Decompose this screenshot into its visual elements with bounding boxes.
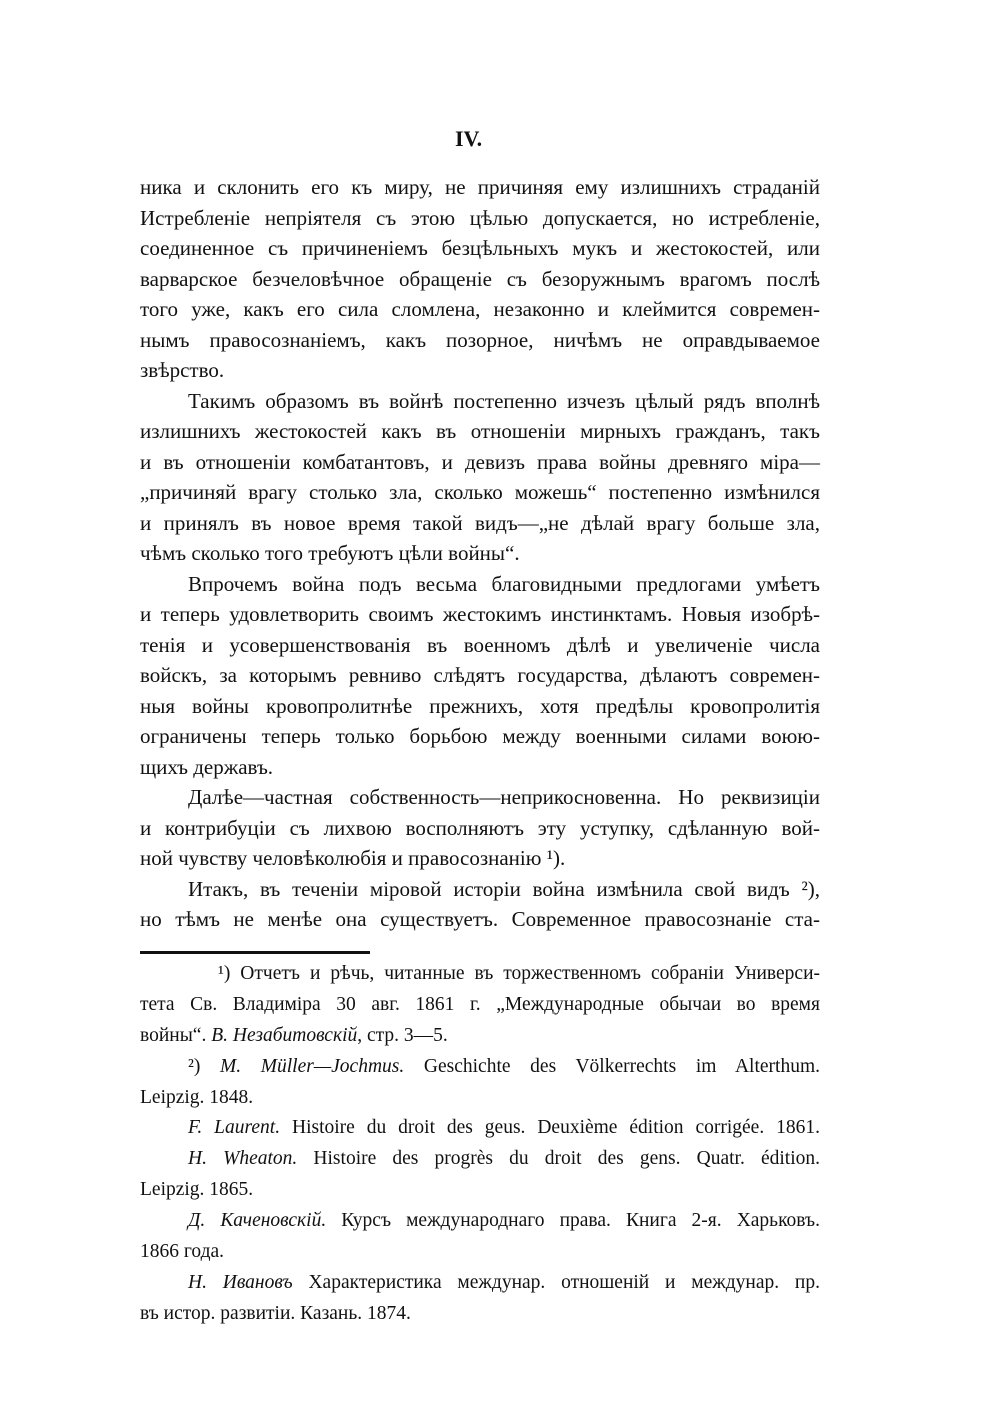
footnote bbox=[140, 1206, 820, 1268]
footnote bbox=[140, 1268, 820, 1330]
footnote-text: Курсъ международнаго права. Книга 2-я. Харьковъ. bbox=[326, 1210, 820, 1232]
footnote bbox=[140, 1052, 820, 1114]
footnote-line bbox=[140, 1083, 820, 1114]
footnote-line bbox=[140, 1052, 820, 1083]
footnote-text: войны“. bbox=[140, 1024, 212, 1046]
text-line: ныя войны кровопролитнѣе прежнихъ, хотя предѣлы кровопролитія bbox=[140, 693, 820, 718]
footnote-text: 1866 года. bbox=[140, 1241, 225, 1263]
footnote-line bbox=[140, 1144, 820, 1175]
footnote-text: Leipzig. 1865. bbox=[140, 1179, 254, 1201]
footnote-line bbox=[140, 1175, 820, 1206]
author-name: В. Незабитовскій bbox=[211, 1024, 358, 1046]
text-line: нымъ правосознаніемъ, какъ позорное, ничѣмъ не оправдываемое bbox=[140, 327, 820, 352]
paragraph bbox=[140, 569, 820, 783]
footnote-line bbox=[140, 959, 820, 990]
paragraph bbox=[140, 782, 820, 874]
footnotes bbox=[140, 959, 820, 1330]
text-line: ника и склонить его къ миру, не причиняя ему излишнихъ страданій bbox=[140, 175, 820, 199]
footnote-line bbox=[140, 1268, 820, 1299]
text-line: чѣмъ сколько того требуютъ цѣли войны“. bbox=[140, 541, 520, 565]
footnote-line bbox=[140, 1206, 820, 1237]
text-line: того уже, какъ его сила сломлена, незаконно и клеймится современ- bbox=[140, 297, 820, 321]
footnote-text: ¹) Отчетъ и рѣчь, читанные въ торжественномъ собраніи Универси- bbox=[218, 963, 820, 984]
text-line: Далѣе—частная собственность—неприкосновенна. Но реквизиціи bbox=[188, 785, 820, 809]
footnote-text: тета Св. Владиміра 30 авг. 1861 г. „Международные обычаи во время bbox=[140, 993, 820, 1015]
footnote-line bbox=[140, 990, 820, 1021]
footnote-text: ²) bbox=[188, 1055, 220, 1077]
text-line: Итакъ, въ теченіи міровой исторіи война измѣнила свой видъ ²), bbox=[188, 876, 820, 901]
author-name: H. Wheaton. bbox=[188, 1148, 298, 1170]
footnote-text: Histoire des progrès du droit des gens. Quatr. édition. bbox=[297, 1148, 820, 1170]
footnote bbox=[140, 1113, 820, 1144]
author-name: Д. Каченовскій. bbox=[188, 1210, 327, 1232]
footnote-text: , стр. 3—5. bbox=[357, 1024, 448, 1046]
text-line: варварское безчеловѣчное обращеніе съ безоружнымъ врагомъ послѣ bbox=[140, 266, 820, 291]
text-line: но тѣмъ не менѣе она существуетъ. Современное правосознаніе ста- bbox=[140, 907, 820, 931]
text-line: войскъ, за которымъ ревниво слѣдятъ государства, дѣлаютъ современ- bbox=[140, 663, 820, 687]
text-line: и въ отношеніи комбатантовъ, и девизъ права войны древняго міра— bbox=[140, 449, 820, 474]
text-line: щихъ державъ. bbox=[140, 754, 274, 779]
text-line: звѣрство. bbox=[140, 358, 225, 382]
footnote-divider bbox=[140, 951, 370, 954]
paragraph bbox=[140, 386, 820, 569]
text-line: ной чувству человѣколюбія и правосознанію ¹). bbox=[140, 846, 566, 870]
text-line: „причиняй врагу столько зла, сколько можешь“ постепенно измѣнился bbox=[140, 480, 820, 504]
paragraph bbox=[140, 874, 820, 935]
text-line: Такимъ образомъ въ войнѣ постепенно изчезъ цѣлый рядъ вполнѣ bbox=[188, 388, 820, 413]
text-line: соединенное съ причиненіемъ безцѣльныхъ мукъ и жестокостей, или bbox=[140, 236, 820, 260]
body-text bbox=[140, 172, 820, 935]
footnote-line bbox=[140, 1299, 820, 1330]
footnote bbox=[140, 1144, 820, 1206]
footnote-text: въ истор. развитіи. Казань. 1874. bbox=[140, 1302, 411, 1324]
text-line: Впрочемъ война подъ весьма благовидными предлогами умѣетъ bbox=[188, 571, 820, 596]
text-line: и контрибуціи съ лихвою восполняютъ эту уступку, сдѣланную вой- bbox=[140, 815, 820, 840]
footnote-text: Histoire du droit des geus. Deuxième édition corrigée. 1861. bbox=[280, 1117, 820, 1139]
footnote bbox=[140, 959, 820, 1052]
footnote-line bbox=[140, 1237, 820, 1268]
footnote-line bbox=[140, 1021, 820, 1052]
footnote-line bbox=[140, 1113, 820, 1144]
footnote-text: Leipzig. 1848. bbox=[140, 1086, 254, 1108]
text-line: и теперь удовлетворить своимъ жестокимъ инстинктамъ. Новыя изобрѣ- bbox=[140, 602, 820, 626]
text-line: ограничены теперь только борьбою между военными силами воюю- bbox=[140, 724, 820, 748]
text-line: тенія и усовершенствованія въ военномъ дѣлѣ и увеличеніе числа bbox=[140, 632, 820, 657]
author-name: M. Müller—Jochmus. bbox=[219, 1055, 405, 1077]
author-name: F. Laurent. bbox=[188, 1117, 281, 1139]
author-name: Н. Ивановъ bbox=[188, 1271, 293, 1293]
paragraph bbox=[140, 172, 820, 386]
footnote-text: Характеристика междунар. отношеній и междунар. пр. bbox=[292, 1271, 820, 1293]
text-line: и принялъ въ новое время такой видъ—„не дѣлай врагу больше зла, bbox=[140, 510, 820, 535]
footnote-text: Geschichte des Völkerrechts im Alterthum. bbox=[404, 1055, 820, 1077]
text-line: излишнихъ жестокостей какъ въ отношеніи мирныхъ гражданъ, такъ bbox=[140, 419, 820, 443]
text-line: Истребленіе непріятеля съ этою цѣлью допускается, но истребленіе, bbox=[140, 205, 820, 230]
page-number: IV. bbox=[455, 126, 483, 151]
